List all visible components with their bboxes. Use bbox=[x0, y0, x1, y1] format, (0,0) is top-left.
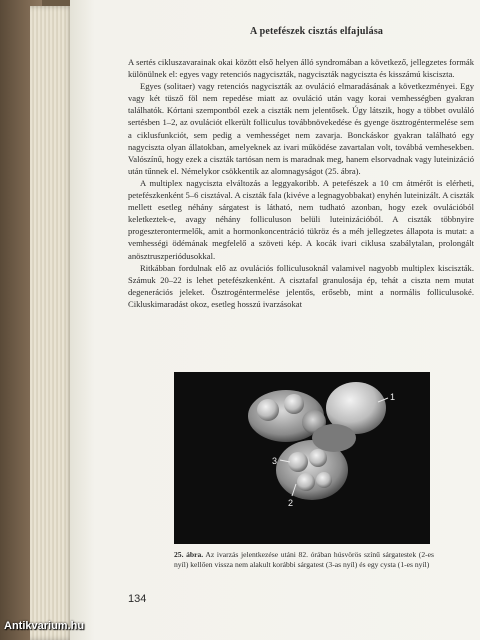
corpus-luteum-2 bbox=[284, 394, 304, 414]
figure-label-3: 3 bbox=[272, 456, 278, 466]
corpus-luteum-5 bbox=[309, 449, 327, 467]
page-number: 134 bbox=[128, 593, 147, 605]
paragraph-1: A sertés cikluszavarainak okai között első helyen álló syndromában a következő, jellegzetes formák különülnek el: egyes vagy retenciós nagyciszták, nagyciszták nagyciszta és kisszámú kisciszta. bbox=[128, 57, 474, 80]
figure-caption-text: Az ivarzás jelentkezése utáni 82. órában húsvörös színű sárgatestek (2-es nyíl) kellően vissza nem alakult korábbi sárgatest (3-as nyíl) és egy cysta (1-es nyíl) bbox=[174, 550, 434, 570]
ovary-tissue-bridge bbox=[312, 424, 356, 452]
book-page bbox=[70, 0, 480, 640]
figure-caption bbox=[174, 550, 434, 571]
corpus-luteum-7 bbox=[316, 472, 332, 488]
corpus-luteum-4 bbox=[288, 452, 308, 472]
paragraph-4: Ritkábban fordulnak elő az ovulációs folliculusoknál valamivel nagyobb multiplex kisciszták. Számuk 20–22 is lehet petefészkenként. A cisztafal granulosája ép, tehát a ciszta nem mutat degenerációs jeleket. Ösztrogéntermelése jelentős, erősebb, mint a normális folliculusoké. Cikluskimaradást okoz, esetleg hosszú ivarzásokat bbox=[128, 262, 474, 309]
book-page-edges bbox=[30, 6, 74, 640]
body-text bbox=[128, 56, 474, 310]
figure-caption-label: 25. ábra. bbox=[174, 550, 204, 559]
corpus-luteum-1 bbox=[257, 399, 279, 421]
figure-label-1: 1 bbox=[390, 392, 396, 402]
corpus-luteum-6 bbox=[297, 473, 315, 491]
watermark-logo: Antikvarium.hu bbox=[4, 620, 85, 632]
paragraph-2: Egyes (solitaer) vagy retenciós nagyciszták az ovuláció elmaradásának a következményei. Egy vagy két tüsző föl nem repedése miatt az ovuláció után vagy korai vemhességben gyakran találhatók. Kórtani szempontból ezek a ciszták nem jelentősek. Úgy látszik, hogy a többet ovuláló sertésben 1–2, az ovulációt elkerült folliculus továbbnövekedése és gyenge ösztrogéntermelése sem a ciklusfunkciót, sem pedig a vemhességet nem zavarja. Bonckáskor gyakran található egy nagyciszta olyan állatokban, amelyeknek az ivari működése zavartalan volt, továbbá vemhesekben. Valószínű, hogy ezek a ciszták tartósan nem is maradnak meg, hanem elsorvadnak vagy luteinizáció után tűnnek el. Némelykor csökkentik az alomnagyságot (25. ábra). bbox=[128, 81, 474, 176]
figure-photo bbox=[174, 372, 430, 544]
paragraph-3: A multiplex nagyciszta elváltozás a leggyakoribb. A petefészek a 10 cm átmérőt is elérheti, petefészkenként 5–6 cisztával. A ciszták fala (kivéve a legnagyobbakat) enyhén luteinizált. A ciszták mellett esetleg néhány sárgatest is látható, nem tudható azonban, hogy ezek ovulációból keletkeztek-e, avagy néhány folliculuson belüli luteinizációból. A ciszták többnyire progeszterontermelők, amit a hormonkoncentráció tükröz és a méh jellegzetes állapota is mutat: a vemhességi ödémának megfelelő a szöveti kép. A kocák ivari ciklusa szabálytalan, prolongált anösztruszperiódusokkal. bbox=[128, 177, 474, 261]
ovary-photo-illustration bbox=[174, 372, 430, 544]
figure-label-2: 2 bbox=[288, 498, 294, 508]
page-header: A petefészek cisztás elfajulása bbox=[250, 26, 384, 37]
